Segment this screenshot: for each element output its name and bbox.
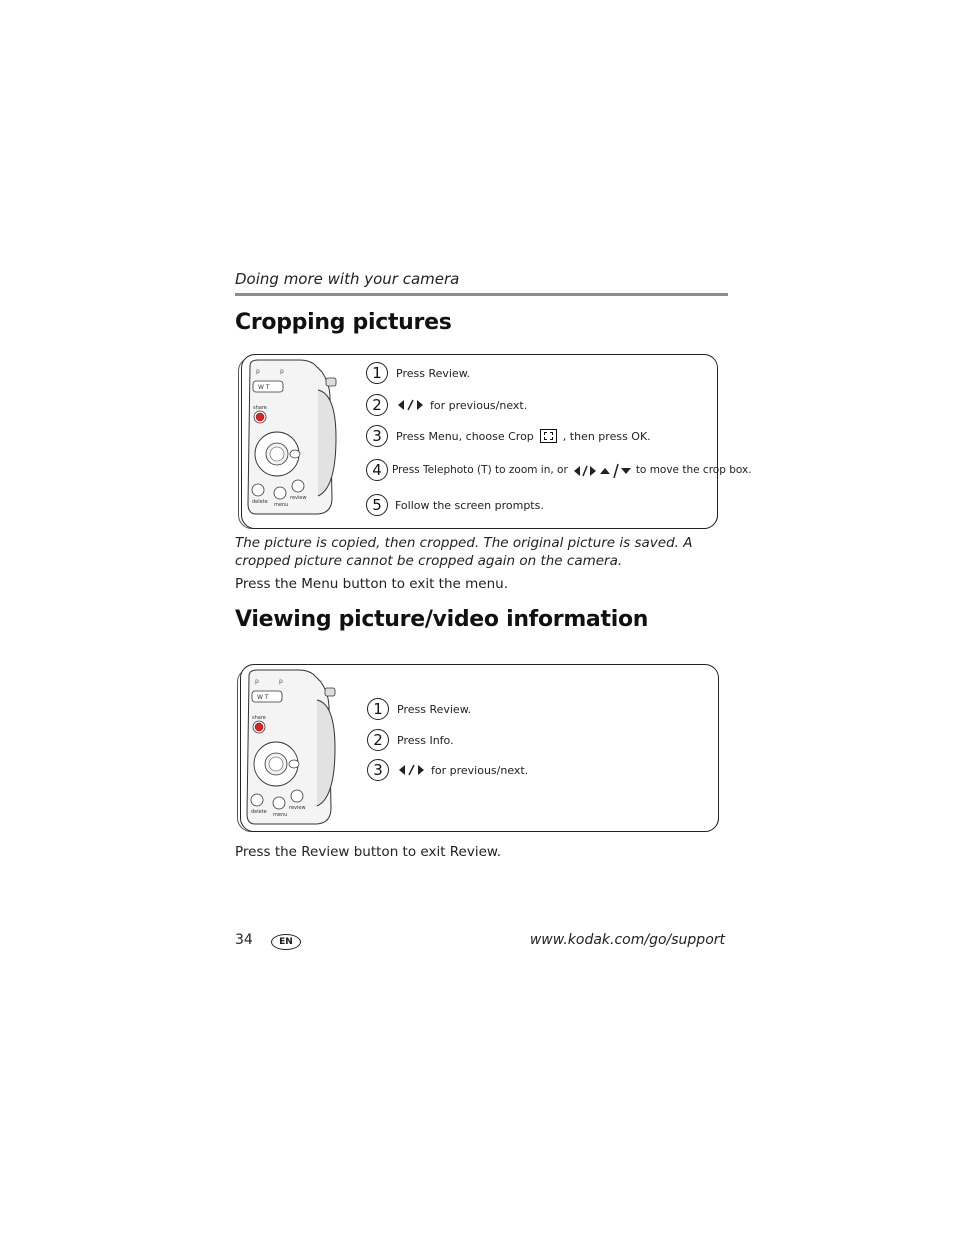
- crop-step-1: [366, 361, 470, 385]
- review-label: review: [290, 495, 307, 501]
- zoom-label: W T: [258, 384, 270, 391]
- left-right-arrows-icon: [399, 763, 425, 777]
- step-text: Follow the screen prompts.: [395, 498, 544, 512]
- step-number: 1: [367, 698, 389, 720]
- step-number: 5: [366, 494, 388, 516]
- crop-note: The picture is copied, then cropped. The original picture is saved. A cropped picture cannot be cropped again on the camera.: [235, 535, 693, 569]
- step-text: Press Review.: [397, 702, 472, 716]
- step-text: for previous/next.: [431, 763, 529, 777]
- header-rule: [235, 293, 728, 296]
- view-exit-text: Press the Review button to exit Review.: [235, 844, 501, 860]
- view-step-2: [367, 728, 454, 752]
- share-label: share: [252, 715, 266, 721]
- camera-illustration: [244, 358, 344, 518]
- svg-text:p: p: [279, 678, 283, 685]
- step-number: 2: [367, 729, 389, 751]
- menu-label: menu: [274, 502, 289, 508]
- menu-label: menu: [273, 812, 288, 818]
- four-way-arrows-icon: [574, 462, 632, 478]
- crop-step-5: [366, 493, 544, 517]
- step-number: 3: [366, 425, 388, 447]
- svg-text:p: p: [256, 368, 260, 375]
- camera-illustration: [243, 668, 343, 828]
- svg-text:p: p: [280, 368, 284, 375]
- step-number: 3: [367, 759, 389, 781]
- step-number: 2: [366, 394, 388, 416]
- svg-text:p: p: [255, 678, 259, 685]
- crop-step-3: [366, 424, 651, 448]
- step-number: 1: [366, 362, 388, 384]
- share-label: share: [253, 405, 267, 411]
- crop-step-2: [366, 393, 527, 417]
- zoom-label: W T: [257, 694, 269, 701]
- step-text-after: , then press OK.: [562, 429, 651, 443]
- view-step-1: [367, 697, 471, 721]
- viewing-title: Viewing picture/video information: [235, 607, 649, 632]
- step-text-before: Press Telephoto (T) to zoom in, or: [392, 464, 568, 476]
- step-text: for previous/next.: [430, 398, 528, 412]
- page-number: 34: [235, 932, 253, 948]
- step-text-after: to move the crop box.: [635, 464, 752, 476]
- step-text: Press Review.: [396, 366, 471, 380]
- crop-icon: [540, 429, 557, 443]
- crop-exit-text: Press the Menu button to exit the menu.: [235, 576, 508, 592]
- section-header: Doing more with your camera: [235, 270, 460, 288]
- review-label: review: [289, 805, 306, 811]
- left-right-arrows-icon: [398, 398, 424, 412]
- step-text: Press Info.: [397, 733, 454, 747]
- view-step-3: [367, 758, 528, 782]
- crop-step-4: [366, 458, 752, 482]
- step-number: 4: [366, 459, 388, 481]
- step-text-before: Press Menu, choose Crop: [396, 429, 534, 443]
- delete-label: delete: [251, 809, 267, 815]
- cropping-title: Cropping pictures: [235, 310, 452, 335]
- support-url[interactable]: www.kodak.com/go/support: [529, 932, 725, 948]
- language-badge: EN: [271, 934, 301, 950]
- delete-label: delete: [252, 499, 268, 505]
